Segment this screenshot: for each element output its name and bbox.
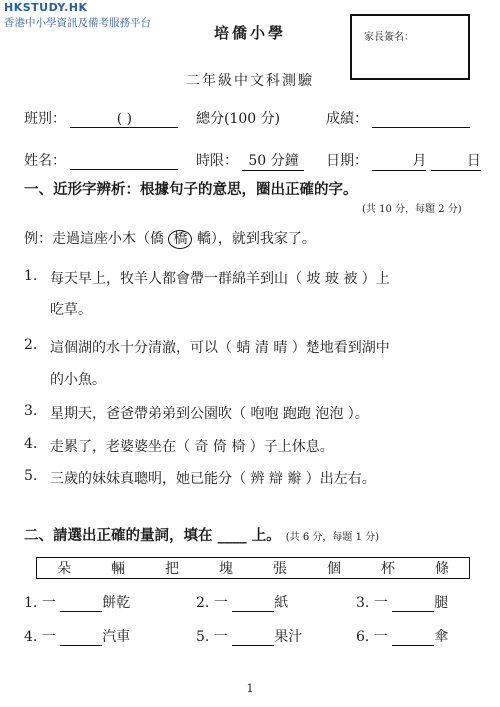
month-field[interactable]: 月 xyxy=(372,150,426,171)
fill-item-2: 2. 一 紙 xyxy=(196,595,289,611)
word-bank-item: 條 xyxy=(435,561,449,577)
class-field[interactable]: ( ) xyxy=(70,111,178,128)
word-bank-item: 把 xyxy=(165,561,179,577)
score-label: 成績： xyxy=(326,111,368,127)
word-bank xyxy=(36,557,470,579)
fill-blank-4[interactable] xyxy=(60,629,102,646)
time-value: 50 分鐘 xyxy=(242,150,304,171)
q3-number: 3. xyxy=(24,403,38,419)
q5-line1[interactable]: 三歲的妹妹真聰明，她已能分（ 辨 辯 辮 ）出左右。 xyxy=(50,471,376,487)
section2-title-row xyxy=(24,524,379,545)
score-field[interactable] xyxy=(372,111,470,128)
time-row xyxy=(196,150,304,171)
fill-item-3: 3. 一 腿 xyxy=(356,595,449,611)
test-title: 二年級中文科測驗 xyxy=(186,73,314,89)
q2-line2: 的小魚。 xyxy=(50,372,106,388)
section1-title: 一、近形字辨析：根據句子的意思，圈出正確的字。 xyxy=(24,181,358,198)
watermark-tagline: 香港中小學資訊及備考服務平台 xyxy=(4,17,151,29)
fill-blank-6[interactable] xyxy=(392,629,434,646)
section2-marks: (共 6 分，每題 1 分) xyxy=(285,532,380,543)
score-row xyxy=(326,108,470,128)
name-field[interactable] xyxy=(70,153,178,170)
fill-blank-3[interactable] xyxy=(392,595,434,612)
fill-item-1: 1. 一 餅乾 xyxy=(24,595,131,611)
name-label: 姓名： xyxy=(24,153,66,169)
name-row xyxy=(24,150,178,170)
fill-blank-5[interactable] xyxy=(232,629,274,646)
word-bank-item: 塊 xyxy=(219,561,233,577)
fill-item-5: 5. 一 果汁 xyxy=(196,629,303,645)
class-row xyxy=(24,108,178,128)
watermark-site: HKSTUDY.HK xyxy=(4,1,88,14)
section1-example: 例：走過這座小木（僑 橋 轎），就到我家了。 xyxy=(24,231,316,247)
q2-line1[interactable]: 這個湖的水十分清澈，可以（ 蜻 清 晴 ）楚地看到湖中 xyxy=(50,340,390,356)
fill-blank-1[interactable] xyxy=(60,595,102,612)
q1-number: 1. xyxy=(24,268,38,284)
q4-number: 4. xyxy=(24,436,38,452)
day-field[interactable]: 日 xyxy=(431,150,481,171)
example-circled-answer: 橋 xyxy=(168,230,192,249)
section1-marks: (共 10 分，每題 2 分) xyxy=(362,204,462,215)
q4-line1[interactable]: 走累了，老婆婆坐在（ 奇 倚 椅 ）子上休息。 xyxy=(50,439,334,455)
fill-item-4: 4. 一 汽車 xyxy=(24,629,131,645)
q5-number: 5. xyxy=(24,468,38,484)
word-bank-item: 杯 xyxy=(381,561,395,577)
total-marks: 總分(100 分) xyxy=(196,111,281,127)
word-bank-item: 朵 xyxy=(57,561,71,577)
q1-line2: 吃草。 xyxy=(50,302,92,318)
section2-title: 二、請選出正確的量詞，填在 xyxy=(24,527,213,544)
time-label: 時限： xyxy=(196,153,238,169)
parent-signature-label: 家長簽名： xyxy=(364,32,414,43)
date-label: 日期： xyxy=(326,153,368,169)
class-label: 班別： xyxy=(24,111,66,127)
fill-item-6: 6. 一 傘 xyxy=(356,629,449,645)
word-bank-item: 輛 xyxy=(111,561,125,577)
page-number: 1 xyxy=(246,682,254,695)
fill-blank-2[interactable] xyxy=(232,595,274,612)
word-bank-item: 個 xyxy=(327,561,341,577)
section2-title-end: 上。 xyxy=(251,527,281,544)
q2-number: 2. xyxy=(24,337,38,353)
section2-title-blank: ____ xyxy=(217,527,247,544)
date-row xyxy=(326,150,481,171)
q1-line1[interactable]: 每天早上，牧羊人都會帶一群綿羊到山（ 坡 玻 被 ）上 xyxy=(50,271,390,287)
school-name: 培僑小學 xyxy=(213,24,286,42)
word-bank-item: 張 xyxy=(273,561,287,577)
q3-line1[interactable]: 星期天，爸爸帶弟弟到公園吹（ 咆咆 跑跑 泡泡 ）。 xyxy=(50,406,369,422)
